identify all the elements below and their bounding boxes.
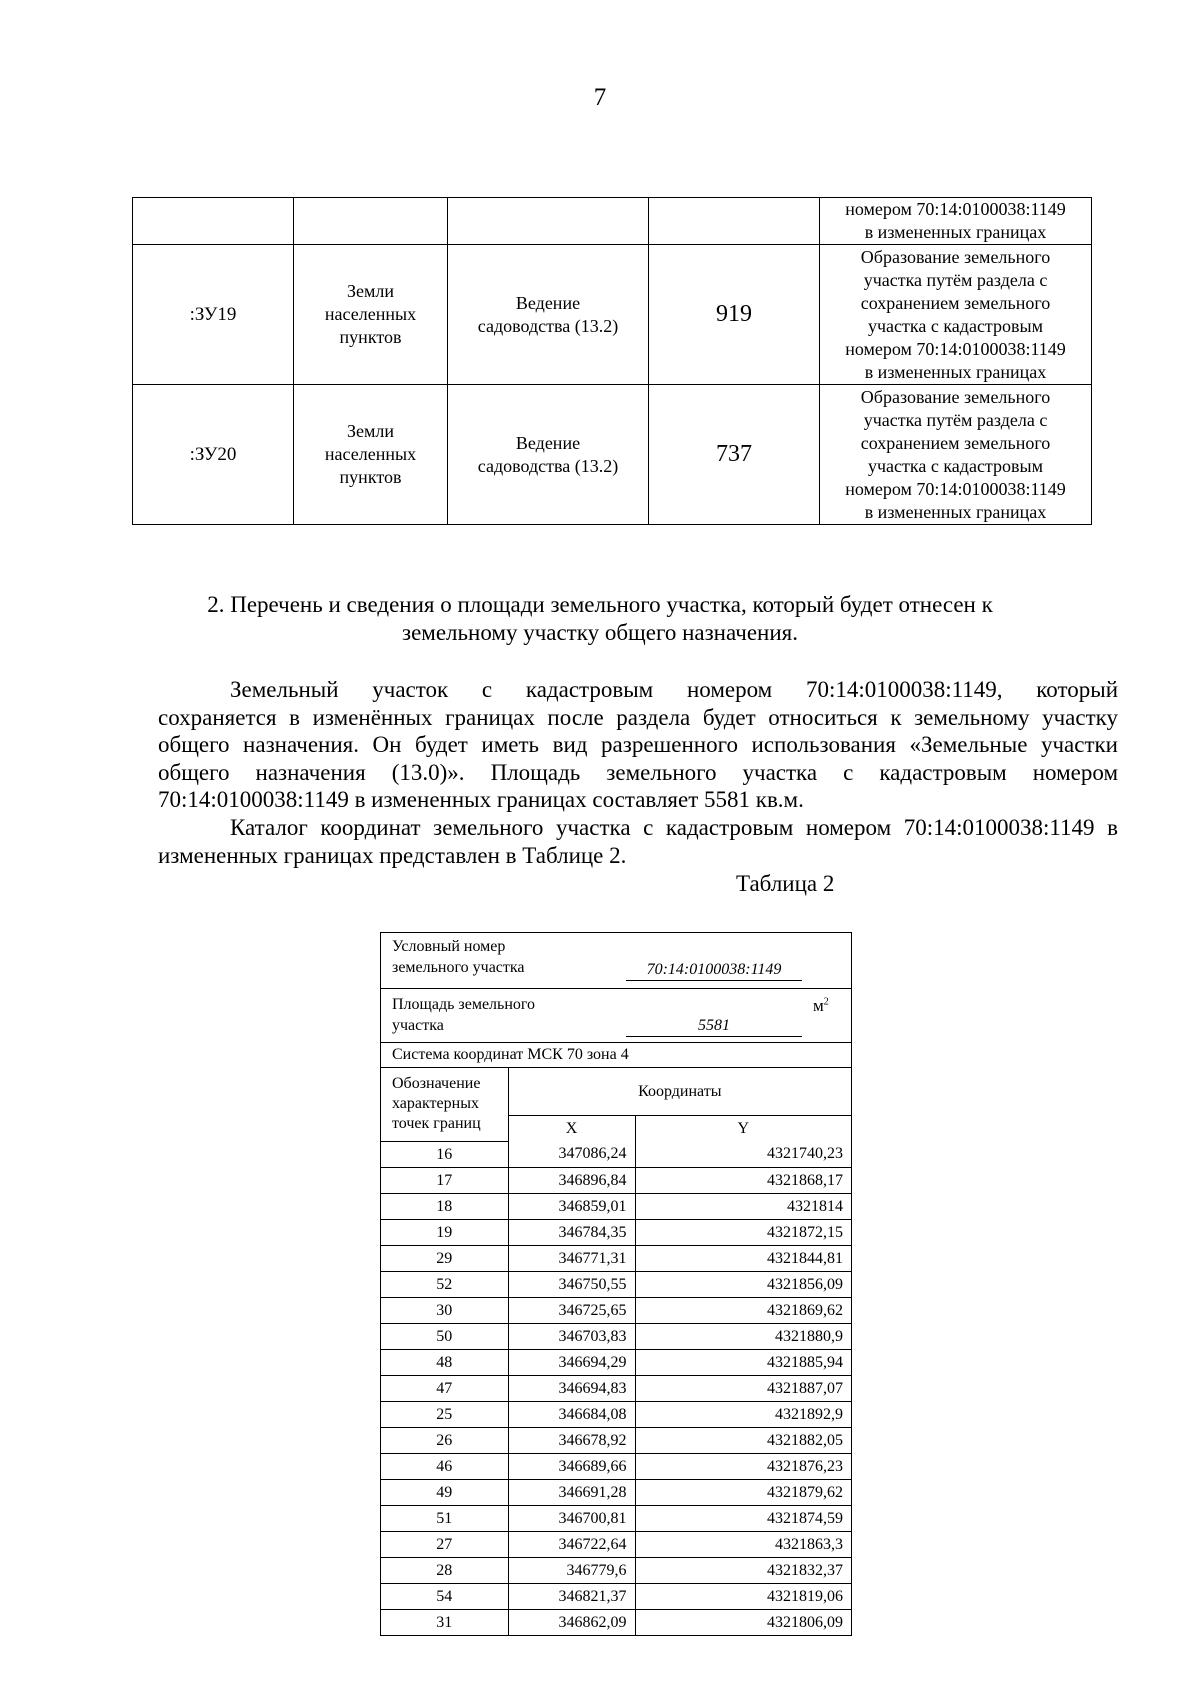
x-coordinate-cell: 346896,84 — [508, 1167, 635, 1193]
y-header: Y — [635, 1116, 851, 1142]
label-line: Условный номер — [392, 938, 506, 955]
category-line: пунктов — [339, 467, 402, 487]
x-coordinate-cell: 346722,64 — [508, 1531, 635, 1557]
area-row — [381, 989, 851, 1043]
purpose-line: номером 70:14:0100038:1149 — [845, 338, 1066, 359]
x-coordinate-cell: 346694,83 — [508, 1375, 635, 1401]
x-coordinate-cell: 346779,6 — [508, 1557, 635, 1583]
y-coordinate-cell: 4321806,09 — [635, 1609, 851, 1635]
y-coordinate-cell: 4321868,17 — [635, 1167, 851, 1193]
section-heading — [200, 591, 1000, 647]
permitted-use-cell — [448, 198, 649, 245]
use-line: Ведение — [515, 292, 581, 313]
purpose-line: участка путём раздела с — [863, 269, 1048, 290]
point-id-cell: 17 — [381, 1167, 508, 1193]
table-row — [381, 1375, 851, 1401]
point-id-cell: 50 — [381, 1323, 508, 1349]
point-id-cell: 54 — [381, 1583, 508, 1609]
paragraph-line: общего назначения. Он будет иметь вид разрешенного использования «Земельные участки — [158, 732, 1118, 757]
area-cell — [649, 198, 820, 245]
x-coordinate-cell: 346859,01 — [508, 1193, 635, 1219]
x-coordinate-cell: 346691,28 — [508, 1479, 635, 1505]
table-row — [381, 1479, 851, 1505]
use-line: садоводства (13.2) — [477, 455, 619, 476]
x-header: X — [508, 1116, 635, 1142]
category-line: Земли — [346, 421, 394, 441]
point-id-cell: 26 — [381, 1427, 508, 1453]
purpose-line: участка путём раздела с — [863, 409, 1048, 430]
coordinates-table — [380, 932, 852, 1636]
paragraph-catalog-reference — [158, 814, 1118, 869]
point-id-cell: 31 — [381, 1609, 508, 1635]
point-id-cell: 27 — [381, 1531, 508, 1557]
x-coordinate-cell: 346684,08 — [508, 1401, 635, 1427]
use-line: Ведение — [515, 432, 581, 453]
x-coordinate-cell: 346678,92 — [508, 1427, 635, 1453]
y-coordinate-cell: 4321844,81 — [635, 1245, 851, 1271]
x-coordinate-cell: 346703,83 — [508, 1323, 635, 1349]
coordinates-header: Координаты — [508, 1068, 851, 1116]
table-row — [133, 245, 1092, 385]
header-line: Обозначение — [392, 1075, 481, 1092]
table-row — [381, 1557, 851, 1583]
table-row — [381, 1323, 851, 1349]
table-row — [381, 1245, 851, 1271]
y-coordinate-cell: 4321892,9 — [635, 1401, 851, 1427]
y-coordinate-cell: 4321740,23 — [635, 1141, 851, 1167]
table-row — [381, 1609, 851, 1635]
purpose-line: участка с кадастровым — [867, 315, 1044, 336]
x-coordinate-cell: 346821,37 — [508, 1583, 635, 1609]
y-coordinate-cell: 4321872,15 — [635, 1219, 851, 1245]
label-line: участка — [392, 1017, 444, 1034]
heading-line: 2. Перечень и сведения о площади земельного участка, который будет отнесен к — [207, 592, 993, 617]
x-coordinate-cell: 347086,24 — [508, 1141, 635, 1167]
purpose-line: сохранением земельного — [860, 432, 1051, 453]
unit-text: м — [813, 996, 824, 1015]
points-header — [381, 1068, 508, 1141]
coordinates-grid — [381, 1068, 851, 1635]
table-row — [381, 1141, 851, 1167]
category-line: населенных — [324, 304, 417, 324]
header-line: характерных — [392, 1095, 479, 1112]
table-row — [381, 1583, 851, 1609]
point-id-cell: 47 — [381, 1375, 508, 1401]
point-id-cell: 29 — [381, 1245, 508, 1271]
x-coordinate-cell: 346862,09 — [508, 1609, 635, 1635]
label-line: Площадь земельного — [392, 996, 536, 1013]
table-row — [381, 1193, 851, 1219]
point-id-cell: 25 — [381, 1401, 508, 1427]
table-row — [381, 1401, 851, 1427]
heading-line: земельному участку общего назначения. — [402, 620, 798, 645]
table-row — [381, 1349, 851, 1375]
coordinates-body — [381, 1141, 851, 1635]
y-coordinate-cell: 4321814 — [635, 1193, 851, 1219]
area-cell: 919 — [649, 245, 820, 385]
table-row — [381, 1271, 851, 1297]
purpose-line: участка с кадастровым — [867, 455, 1044, 476]
purpose-line: сохранением земельного — [860, 292, 1051, 313]
y-coordinate-cell: 4321874,59 — [635, 1505, 851, 1531]
y-coordinate-cell: 4321885,94 — [635, 1349, 851, 1375]
category-line: населенных — [324, 444, 417, 464]
x-coordinate-cell: 346700,81 — [508, 1505, 635, 1531]
area-unit — [813, 996, 829, 1016]
header-line: точек границ — [392, 1115, 481, 1132]
purpose-cell — [820, 385, 1092, 525]
land-category-cell — [294, 245, 448, 385]
y-coordinate-cell: 4321876,23 — [635, 1453, 851, 1479]
parcel-number-label — [392, 936, 525, 978]
y-coordinate-cell: 4321869,62 — [635, 1297, 851, 1323]
paragraph-line: сохраняется в изменённых границах после раздела будет относиться к земельному участку — [158, 704, 1118, 730]
table-row — [381, 1531, 851, 1557]
land-category-cell — [294, 385, 448, 525]
paragraph-line: общего назначения (13.0)». Площадь земельного участка с кадастровым номером — [158, 759, 1118, 785]
table-caption: Таблица 2 — [736, 871, 835, 896]
y-coordinate-cell: 4321887,07 — [635, 1375, 851, 1401]
table-header-row — [381, 1068, 851, 1116]
parcel-number-value: 70:14:0100038:1149 — [626, 960, 802, 981]
label-line: земельного участка — [392, 959, 525, 976]
table-row — [381, 1219, 851, 1245]
parcel-id-cell — [133, 198, 294, 245]
category-line: Земли — [346, 281, 394, 301]
y-coordinate-cell: 4321882,05 — [635, 1427, 851, 1453]
area-cell: 737 — [649, 385, 820, 525]
paragraph-line: измененных границах представлен в Таблице 2. — [158, 842, 627, 868]
purpose-cell — [820, 198, 1092, 245]
point-id-cell: 18 — [381, 1193, 508, 1219]
table-row — [381, 1505, 851, 1531]
purpose-line: Образование земельного — [860, 246, 1051, 267]
parcel-number-row — [381, 933, 851, 989]
table-row — [381, 1297, 851, 1323]
purpose-line: в измененных границах — [864, 222, 1047, 242]
permitted-use-cell — [448, 245, 649, 385]
y-coordinate-cell: 4321880,9 — [635, 1323, 851, 1349]
x-coordinate-cell: 346694,29 — [508, 1349, 635, 1375]
purpose-line: Образование земельного — [860, 386, 1051, 407]
category-line: пунктов — [339, 327, 402, 347]
parcel-id-cell: :ЗУ20 — [133, 385, 294, 525]
paragraph-parcel-description — [158, 676, 1118, 814]
unit-superscript: 2 — [823, 996, 829, 1008]
table-row — [133, 198, 1092, 245]
y-coordinate-cell: 4321863,3 — [635, 1531, 851, 1557]
point-id-cell: 52 — [381, 1271, 508, 1297]
y-coordinate-cell: 4321856,09 — [635, 1271, 851, 1297]
y-coordinate-cell: 4321832,37 — [635, 1557, 851, 1583]
purpose-line: в измененных границах — [864, 501, 1047, 522]
permitted-use-cell — [448, 385, 649, 525]
purpose-line: номером 70:14:0100038:1149 — [845, 478, 1066, 499]
purpose-line: номером 70:14:0100038:1149 — [845, 199, 1066, 219]
point-id-cell: 48 — [381, 1349, 508, 1375]
page-number: 7 — [593, 84, 607, 111]
y-coordinate-cell: 4321879,62 — [635, 1479, 851, 1505]
x-coordinate-cell: 346784,35 — [508, 1219, 635, 1245]
land-category-cell — [294, 198, 448, 245]
x-coordinate-cell: 346771,31 — [508, 1245, 635, 1271]
point-id-cell: 46 — [381, 1453, 508, 1479]
purpose-line: в измененных границах — [864, 361, 1047, 382]
x-coordinate-cell: 346689,66 — [508, 1453, 635, 1479]
point-id-cell: 19 — [381, 1219, 508, 1245]
parcel-id-cell: :ЗУ19 — [133, 245, 294, 385]
purpose-cell — [820, 245, 1092, 385]
point-id-cell: 49 — [381, 1479, 508, 1505]
table-row — [381, 1427, 851, 1453]
point-id-cell: 30 — [381, 1297, 508, 1323]
table-row — [381, 1453, 851, 1479]
area-label — [392, 994, 535, 1036]
point-id-cell: 51 — [381, 1505, 508, 1531]
table-row — [381, 1167, 851, 1193]
table-row — [133, 385, 1092, 525]
use-line: садоводства (13.2) — [477, 315, 619, 336]
x-coordinate-cell: 346725,65 — [508, 1297, 635, 1323]
coordinate-system-row: Система координат МСК 70 зона 4 — [381, 1043, 851, 1068]
y-coordinate-cell: 4321819,06 — [635, 1583, 851, 1609]
parcels-table — [132, 197, 1092, 525]
point-id-cell: 16 — [381, 1141, 508, 1167]
x-coordinate-cell: 346750,55 — [508, 1271, 635, 1297]
paragraph-line: 70:14:0100038:1149 в измененных границах составляет 5581 кв.м. — [158, 787, 804, 812]
paragraph-line: Земельный участок с кадастровым номером 70:14:0100038:1149, который — [230, 677, 1118, 702]
paragraph-line: Каталог координат земельного участка с кадастровым номером 70:14:0100038:1149 в — [230, 815, 1118, 840]
area-value: 5581 — [626, 1016, 802, 1037]
point-id-cell: 28 — [381, 1557, 508, 1583]
